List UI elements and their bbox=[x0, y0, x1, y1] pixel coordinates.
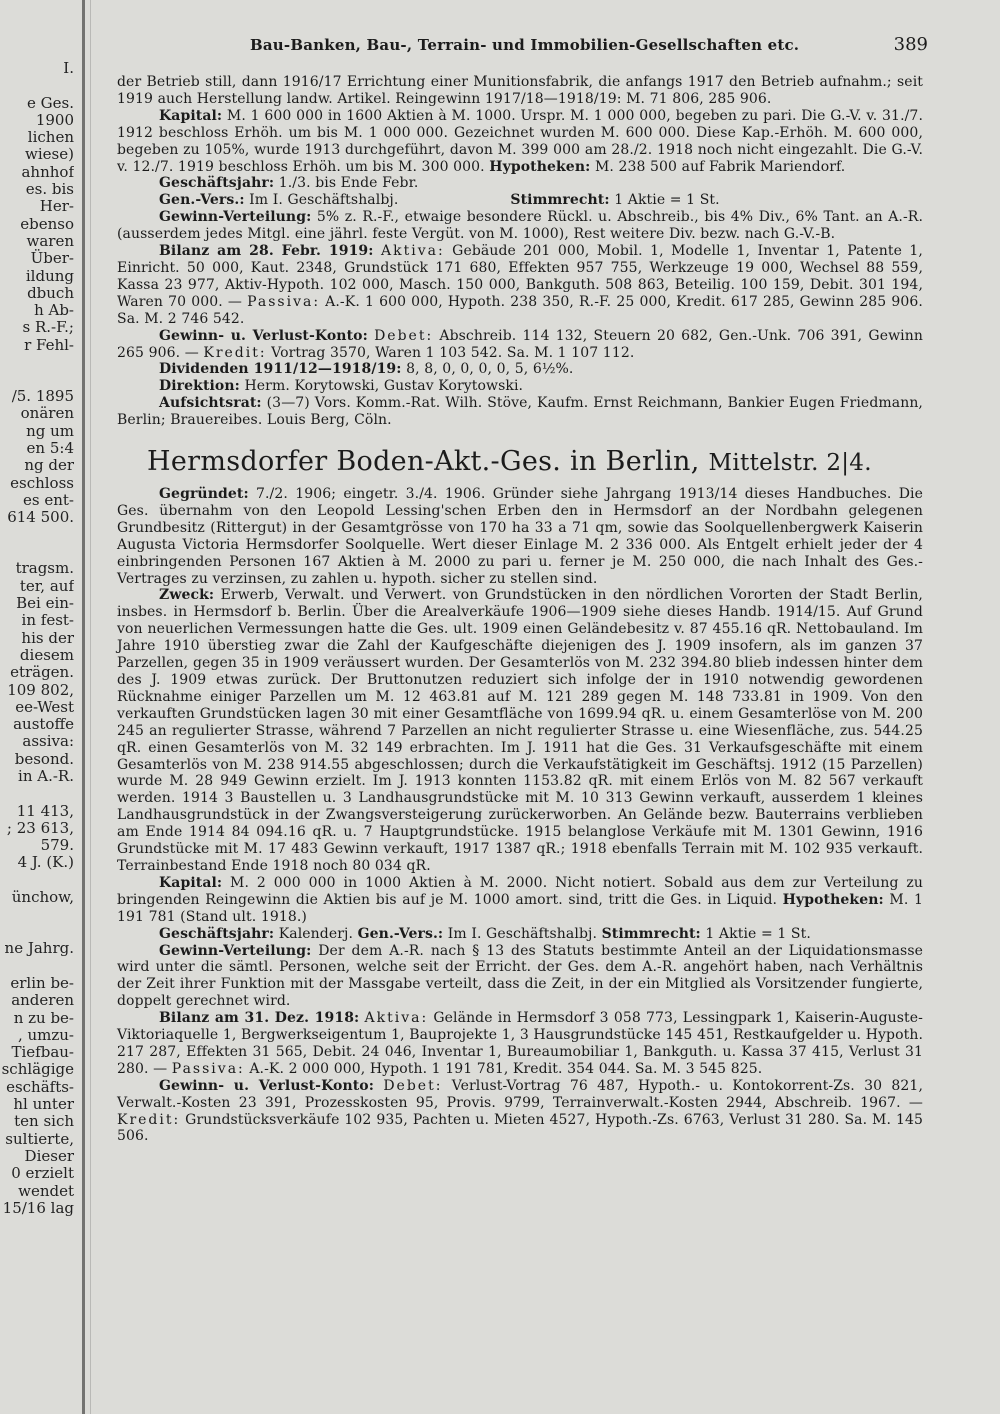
section2-geschaeftsjahr bbox=[117, 926, 923, 943]
aktiva-word: Aktiva: bbox=[381, 243, 445, 260]
company-name: Hermsdorfer Boden-Akt.-Ges. in Berlin, bbox=[147, 446, 700, 478]
gegr-label: Gegründet: bbox=[159, 486, 249, 503]
stimm-text-2: 1 Aktie = 1 St. bbox=[705, 925, 811, 942]
gv-text-2: Im I. Geschäftshalbj. bbox=[447, 925, 597, 942]
bilanz-aktiva: Gebäude 201 000, Mobil. 1, Modelle 1, Inventar 1, Patente 1, Einricht. 50 000, Kaut. 2348, Grundstück 171 680, Effekten 957 755, Werkzeuge 19 000, Wechsel 88 559, Kassa 23 977, Aktiv-Hypoth. 102 000, Masch. 150 000, Bankguth. 508 863, Beteilig. 100 159, Debit. 301 194, Waren 70 000. — bbox=[117, 243, 923, 310]
section1-dividenden bbox=[117, 361, 923, 378]
gv-label: Gen.-Vers.: bbox=[159, 192, 245, 209]
stimm-label-2: Stimmrecht: bbox=[601, 925, 701, 942]
left-margin-line: Bei ein- bbox=[16, 594, 74, 613]
kredit-word-2: Kredit: bbox=[117, 1111, 181, 1128]
left-margin-line: assiva: bbox=[22, 732, 74, 751]
gewinnv-text-2: Der dem A.-R. nach § 13 des Statuts bestimmte Anteil an der Liquidationsmasse wird unter die sämtl. Personen, welche seit der Erricht. der Ges. dem A.-R. angehört haben, nach Verhältnis der Zeit ihrer Funktion mit der Massgabe verteilt, dass die Zeit, in der ein Mitglied als Vorsitzender fungierte, doppelt gerechnet wird. bbox=[117, 942, 923, 1010]
left-margin-line: diesem bbox=[19, 645, 74, 664]
section2-guv bbox=[117, 1078, 923, 1146]
left-margin-line: Her- bbox=[39, 197, 74, 216]
left-margin-line: ng der bbox=[24, 456, 74, 475]
left-margin-line: ildung bbox=[25, 266, 74, 285]
left-margin-line: s R.-F.; bbox=[22, 318, 74, 337]
section2-zweck bbox=[117, 587, 923, 874]
bilanz-label-2: Bilanz am 31. Dez. 1918: bbox=[159, 1010, 360, 1027]
left-margin-line: besond. bbox=[14, 749, 74, 768]
left-margin-line: eträgen. bbox=[10, 663, 74, 682]
left-margin-line bbox=[0, 872, 74, 889]
left-margin-line: eschäfts- bbox=[6, 1077, 74, 1096]
left-margin-line: 109 802, bbox=[7, 680, 74, 699]
left-margin-line: tragsm. bbox=[15, 559, 74, 578]
ar-label: Aufsichtsrat: bbox=[159, 395, 262, 412]
left-margin-line: in fest- bbox=[21, 611, 74, 630]
left-margin-group-c bbox=[0, 560, 74, 906]
section1-intro: der Betrieb still, dann 1916/17 Errichtung einer Munitionsfabrik, die anfangs 1917 den Betrieb aufnahm.; seit 1919 auch Herstellung landw. Artikel. Reingewinn 1917/18—1918/19: M. 71 806, 285 906. bbox=[117, 74, 923, 107]
gj-label: Geschäftsjahr: bbox=[159, 175, 275, 192]
left-margin-line: /5. 1895 bbox=[11, 387, 74, 406]
section1-kapital bbox=[117, 108, 923, 176]
bilanz-label: Bilanz am 28. Febr. 1919: bbox=[159, 243, 374, 260]
company-address: Mittelstr. 2|4. bbox=[708, 450, 872, 477]
gv-text: Im I. Geschäftshalbj. bbox=[249, 192, 399, 209]
left-margin-line: ng um bbox=[26, 421, 74, 440]
left-margin-line: e Ges. bbox=[27, 93, 74, 112]
section2-kapital bbox=[117, 875, 923, 926]
debet-word: Debet: bbox=[374, 327, 434, 344]
left-margin-line: n zu be- bbox=[13, 1008, 74, 1027]
left-margin-line: 4 J. (K.) bbox=[17, 853, 74, 872]
left-margin-line bbox=[0, 785, 74, 802]
guv-label-2: Gewinn- u. Verlust-Konto: bbox=[159, 1077, 375, 1094]
left-margin-line bbox=[0, 77, 74, 94]
left-margin-line: ee-West bbox=[15, 697, 74, 716]
section1-genvers bbox=[117, 192, 923, 209]
kapital-text-2: M. 2 000 000 in 1000 Aktien à M. 2000. Nicht notiert. Sobald aus dem zur Verteilung zu bringenden Reingewinn die Aktien bis auf je M. 1000 amort. sind, tritt die Ges. in Liquid. bbox=[117, 874, 923, 908]
left-margin-line: , umzu- bbox=[17, 1025, 74, 1044]
section1-aufsichtsrat bbox=[117, 395, 923, 429]
left-margin-line: waren bbox=[26, 231, 74, 250]
left-margin-line: 11 413, bbox=[16, 801, 74, 820]
guv-debet-2: Verlust-Vortrag 76 487, Hypoth.- u. Kontokorrent-Zs. 30 821, Verwalt.-Kosten 23 391, Prozesskosten 95, Provis. 9799, Terrainverwalt.-Kosten 2944, Abschreib. 1967. — bbox=[117, 1077, 923, 1111]
section2-gegruendet bbox=[117, 486, 923, 587]
company-title bbox=[147, 443, 923, 482]
section1-geschaeftsjahr bbox=[117, 175, 923, 192]
left-margin-line: ; 23 613, bbox=[6, 818, 74, 837]
section2-gewinnverteilung bbox=[117, 943, 923, 1011]
section1-guv bbox=[117, 328, 923, 362]
left-margin-line: en 5:4 bbox=[26, 438, 74, 457]
left-margin-line: r Fehl- bbox=[24, 335, 74, 354]
left-margin-group-a bbox=[0, 60, 74, 354]
left-margin-line: 579. bbox=[40, 836, 74, 855]
gewinnv-label-2: Gewinn-Verteilung: bbox=[159, 942, 312, 959]
kapital-label: Kapital: bbox=[159, 107, 223, 124]
section1-direktion bbox=[117, 378, 923, 395]
left-margin-line: Über- bbox=[30, 249, 74, 268]
section1-bilanz bbox=[117, 243, 923, 328]
left-margin-line: onären bbox=[20, 404, 74, 423]
main-text bbox=[117, 74, 923, 1145]
left-margin-line: I. bbox=[63, 60, 74, 77]
zweck-text: Erwerb, Verwalt. und Verwert. von Grundstücken in den nördlichen Vororten der Stadt Berlin, insbes. in Hermsdorf b. Berlin. Über die Arealverkäufe 1906—1909 siehe dieses Handb. 1914/15. Auf Grund von neuerlichen Vermessungen hatte die Ges. ult. 1909 einen Geländebesitz v. 87 455.16 qR. Nettobauland. Im Jahre 1910 überstieg zwar die Zahl der Kaufgeschäfte diejenigen des J. 1909 insofern, als im ganzen 37 Parzellen, gegen 35 in 1909 veräussert wurden. Der Gesamterlös von M. 232 394.80 blieb indessen hinter dem des J. 1909 etwas zurück. Der Bruttonutzen reduziert sich infolge der in 1910 notwendig gewordenen Rücknahme einiger Parzellen um M. 12 463.81 auf M. 121 289 gegen M. 148 733.81 in 1909. Von den verkauften Grundstücken lagen 30 mit einer Gesamtfläche von 1699.94 qR. u. einem Gesamterlöse von M. 200 245 an regulierter Strasse, während 7 Parzellen an nicht regulierter Strasse u. eine Wiesenfläche, zus. 544.25 qR. einen Gesamterlös von M. 32 149 erbrachten. Im J. 1911 hat die Ges. 31 Verkaufsgeschäfte mit einem Gesamterlös von M. 238 914.55 abgeschlossen; durch die Verkaufstätigkeit im Geschäftsj. 1912 (15 Parzellen) wurde M. 28 949 Gewinn erzielt. Im J. 1913 konnten 1153.82 qR. mit einem Erlös von M. 82 567 verkauft werden. 1914 3 Baustellen u. 3 Landhausgrundstücke mit M. 10 313 Gewinn verkauft, ausserdem 1 kleines Landhausgrundstück in der Zwangsversteigerung zurückerworben. An Gelände bezw. Bauterrains verblieben am Ende 1914 84 094.16 qR. u. 7 Hauptgrundstücke. 1915 belanglose Verkäufe mit M. 1301 Gewinn, 1916 Grundstücke mit M. 17 483 Gewinn verkauft, 1917 1387 qR.; 1918 ebenfalls Terrain mit M. 102 935 verkauft. Terrainbestand Ende 1918 noch 80 034 qR. bbox=[117, 587, 923, 874]
left-margin-line: eschloss bbox=[10, 473, 74, 492]
gv-label-2: Gen.-Vers.: bbox=[357, 925, 444, 942]
left-margin-line: 614 500. bbox=[7, 508, 74, 527]
left-margin-line: 1900 bbox=[35, 110, 74, 129]
left-margin-line: es. bis bbox=[25, 180, 74, 199]
hypotheken-label: Hypotheken: bbox=[489, 158, 591, 175]
stimm-text: 1 Aktie = 1 St. bbox=[614, 192, 720, 209]
left-margin-line: erlin be- bbox=[10, 973, 74, 992]
running-title: Bau-Banken, Bau-, Terrain- und Immobilien-Gesellschaften etc. bbox=[250, 36, 800, 54]
page-gutter-line bbox=[82, 0, 85, 1414]
left-margin-line: h Ab- bbox=[34, 301, 74, 320]
left-margin-line: wendet bbox=[18, 1181, 74, 1200]
zweck-label: Zweck: bbox=[159, 587, 215, 604]
gewinnv-text: 5% z. R.-F., etwaige besondere Rückl. u. Abschreib., bis 4% Div., 6% Tant. an A.-R. (ausserdem jedes Mitgl. eine jährl. feste Vergüt. von M. 1000), Rest weitere Div. bezw. nach G.-V.-B. bbox=[117, 209, 923, 243]
aktiva-word-2: Aktiva: bbox=[364, 1010, 429, 1027]
left-margin-line: 15/16 lag bbox=[2, 1198, 74, 1217]
left-margin-group-b bbox=[0, 388, 74, 526]
left-margin-line: ten sich bbox=[14, 1112, 74, 1131]
section1-gewinnverteilung bbox=[117, 209, 923, 243]
hypotheken-text-2: M. 1 191 781 (Stand ult. 1918.) bbox=[117, 891, 923, 925]
left-margin-line: ter, auf bbox=[19, 576, 74, 595]
page-gutter-shadow bbox=[90, 0, 91, 1414]
left-margin-line: es ent- bbox=[23, 490, 74, 509]
left-margin-line: sultierte, bbox=[5, 1129, 74, 1148]
guv-kredit-2: Grundstücksverkäufe 102 935, Pachten u. Mieten 4527, Hypoth.-Zs. 6763, Verlust 31 280. Sa. M. 145 506. bbox=[117, 1111, 923, 1145]
ar-text: (3—7) Vors. Komm.-Rat. Wilh. Stöve, Kaufm. Ernst Reichmann, Bankier Eugen Friedmann, Berlin; Brauereibes. Louis Berg, Cöln. bbox=[117, 395, 923, 429]
page-header bbox=[110, 34, 930, 60]
bilanz-passiva: A.-K. 1 600 000, Hypoth. 238 350, R.-F. 25 000, Kredit. 617 285, Gewinn 285 906. Sa. M. 2 746 542. bbox=[117, 293, 923, 327]
left-margin-line: ebenso bbox=[20, 214, 74, 233]
left-margin-line: 0 erzielt bbox=[11, 1164, 74, 1183]
left-margin-group-d bbox=[0, 940, 74, 1217]
left-margin-line: Tiefbau- bbox=[11, 1043, 74, 1062]
left-margin-line: in A.-R. bbox=[18, 766, 74, 785]
gj-label-2: Geschäftsjahr: bbox=[159, 925, 275, 942]
gegr-text: 7./2. 1906; eingetr. 3./4. 1906. Gründer siehe Jahrgang 1913/14 dieses Handbuches. Die Ges. übernahm von den Leopold Lessing'schen Erben den in Hermsdorf an der Nordbahn gelegenen Grundbesitz (Rittergut) in der Gesamtgrösse von 170 ha 33 a 71 qm, sowie das Soolquellenbergwerk Kaiserin Augusta Victoria Hermsdorfer Soolquelle. Wert dieser Einlage M. 2 336 000. Als Entgelt erhielt jeder der 4 einbringenden Personen 167 Aktien à M. 2000 zu pari u. ferner je M. 250 000, die nach Inhalt des Ges.-Vertrages zu verzinsen, zu zahlen u. hypoth. sicher zu stellen sind. bbox=[117, 486, 923, 587]
left-margin-line: lichen bbox=[27, 128, 74, 147]
left-margin-line: ünchow, bbox=[11, 888, 74, 907]
left-margin-line: dbuch bbox=[27, 283, 74, 302]
passiva-word: Passiva: bbox=[247, 293, 321, 310]
left-margin-line: austoffe bbox=[13, 715, 74, 734]
guv-debet: Abschreib. 114 132, Steuern 20 682, Gen.-Unk. 706 391, Gewinn 265 906. — bbox=[117, 327, 923, 361]
stimm-label: Stimmrecht: bbox=[510, 192, 610, 209]
left-margin-line: hl unter bbox=[13, 1095, 74, 1114]
passiva-word-2: Passiva: bbox=[171, 1060, 245, 1077]
div-text: 8, 8, 0, 0, 0, 0, 5, 6½%. bbox=[406, 361, 574, 378]
kapital-text: M. 1 600 000 in 1600 Aktien à M. 1000. Urspr. M. 1 000 000, begeben zu pari. Die G.-V. v. 31./7. 1912 beschloss Erhöh. um bis M. 1 000 000. Gezeichnet wurden M. 600 000. Diese Kap.-Erhöh. M. 600 000, begeben zu 105%, wurde 1913 durchgeführt, davon M. 399 000 am 28./2. 1918 noch nicht eingezahlt. Die G.-V. v. 12./7. 1919 beschloss Erhöh. um bis M. 300 000. bbox=[117, 107, 923, 175]
left-margin-line: ne Jahrg. bbox=[4, 939, 74, 958]
kredit-word: Kredit: bbox=[203, 344, 267, 361]
left-margin-line: schlägige bbox=[1, 1060, 74, 1079]
hypotheken-text: M. 238 500 auf Fabrik Mariendorf. bbox=[594, 158, 846, 175]
bilanz-passiva-2: A.-K. 2 000 000, Hypoth. 1 191 781, Kredit. 354 044. Sa. M. 3 545 825. bbox=[249, 1060, 763, 1077]
hypotheken-label-2: Hypotheken: bbox=[782, 891, 884, 908]
left-margin-line: his der bbox=[21, 628, 74, 647]
div-label: Dividenden 1911/12—1918/19: bbox=[159, 361, 402, 378]
left-margin-line: anderen bbox=[11, 991, 74, 1010]
left-margin-line: ahnhof bbox=[21, 162, 74, 181]
guv-kredit: Vortrag 3570, Waren 1 103 542. Sa. M. 1 107 112. bbox=[271, 344, 635, 361]
kapital-label-2: Kapital: bbox=[159, 874, 223, 891]
left-margin-line bbox=[0, 958, 74, 975]
left-margin-line: Dieser bbox=[24, 1146, 74, 1165]
bilanz-aktiva-2: Gelände in Hermsdorf 3 058 773, Lessingpark 1, Kaiserin-Auguste-Viktoriaquelle 1, Bergwerkseigentum 1, Bauprojekte 1, 3 Hausgrundstücke 145 451, Restkaufgelder u. Hypoth. 217 287, Effekten 31 565, Debit. 24 046, Inventar 1, Bureaumobiliar 1, Bankguth. u. Kassa 37 415, Verlust 31 280. — bbox=[117, 1010, 923, 1077]
gj-text-2: Kalenderj. bbox=[278, 925, 354, 942]
guv-label: Gewinn- u. Verlust-Konto: bbox=[159, 327, 368, 344]
left-margin-line: wiese) bbox=[25, 145, 74, 164]
dir-text: Herm. Korytowski, Gustav Korytowski. bbox=[244, 378, 524, 395]
left-margin-column-fragment bbox=[0, 60, 74, 1380]
section2-bilanz bbox=[117, 1010, 923, 1078]
dir-label: Direktion: bbox=[159, 378, 240, 395]
debet-word-2: Debet: bbox=[383, 1077, 443, 1094]
page-number: 389 bbox=[893, 34, 928, 55]
gj-text: 1./3. bis Ende Febr. bbox=[278, 175, 419, 192]
gewinnv-label: Gewinn-Verteilung: bbox=[159, 209, 312, 226]
